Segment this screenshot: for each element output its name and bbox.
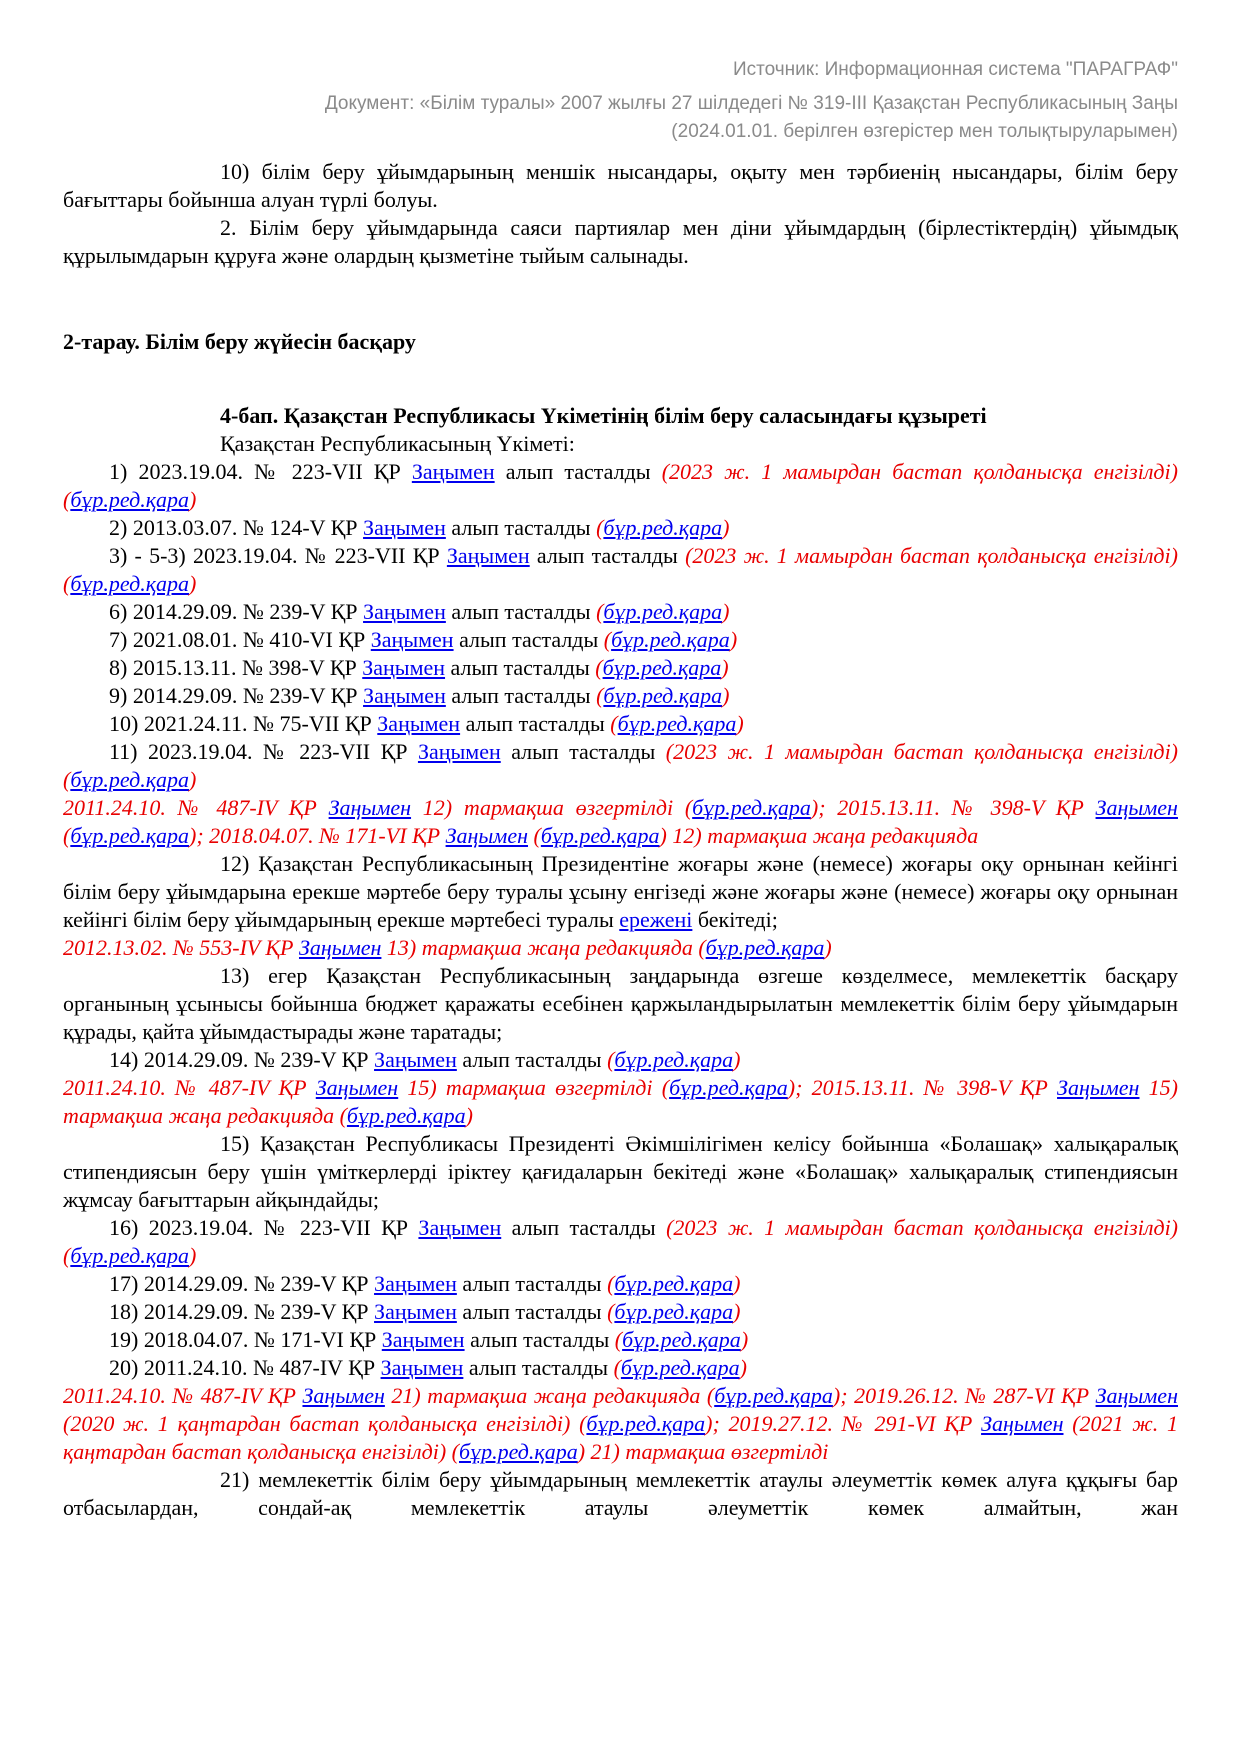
law-link[interactable]: Заңымен bbox=[370, 627, 454, 652]
amendment-note-text: ) bbox=[189, 767, 197, 792]
law-link[interactable]: Заңымен bbox=[363, 599, 446, 624]
text-run: 20) 2011.24.10. № 487-IV ҚР bbox=[109, 1355, 381, 1380]
law-link[interactable]: Заңымен bbox=[374, 1299, 457, 1324]
amendment-note-text: ) bbox=[739, 1355, 747, 1380]
doc-paragraph bbox=[63, 430, 1178, 458]
law-link[interactable]: Заңымен bbox=[417, 739, 501, 764]
law-link[interactable]: Заңымен bbox=[328, 795, 412, 820]
law-link[interactable]: Заңымен bbox=[981, 1411, 1064, 1436]
amendment-note-text: ) bbox=[722, 599, 730, 624]
text-run: 3) - 5-3) 2023.19.04. № 223-VII ҚР bbox=[109, 543, 447, 568]
law-link[interactable]: Заңымен bbox=[363, 515, 446, 540]
text-run: 2012.13.02. № 553-IV ҚР bbox=[63, 935, 299, 960]
text-run: 17) 2014.29.09. № 239-V ҚР bbox=[109, 1271, 375, 1296]
amendment-note-text: ( bbox=[596, 683, 604, 708]
text-run: алып тасталды bbox=[494, 459, 662, 484]
law-link[interactable]: Заңымен bbox=[362, 655, 446, 680]
text-run: 13) тармақша жаңа редакцияда ( bbox=[381, 935, 706, 960]
prev-edition-link[interactable]: бұр.ред.қара bbox=[603, 683, 723, 708]
doc-paragraph bbox=[63, 1270, 1178, 1298]
amendment-note-text: ) bbox=[729, 627, 738, 652]
amendment-note-text: ) bbox=[189, 571, 197, 596]
text-run: 14) 2014.29.09. № 239-V ҚР bbox=[109, 1047, 375, 1072]
amendment-note-text: ) bbox=[736, 711, 744, 736]
amendment-note-text: (2023 ж. 1 мамырдан бастап қолданысқа енгізілді) ( bbox=[63, 739, 1179, 792]
law-link[interactable]: Заңымен bbox=[315, 1075, 399, 1100]
prev-edition-link[interactable]: бұр.ред.қара bbox=[603, 515, 723, 540]
law-link[interactable]: Заңымен bbox=[381, 1327, 465, 1352]
prev-edition-link[interactable]: бұр.ред.қара bbox=[714, 1383, 833, 1408]
text-run: 15) тармақша өзгертілді ( bbox=[398, 1075, 670, 1100]
text-run: 15) тармақша жаңа редакцияда ( bbox=[63, 1075, 1178, 1128]
doc-paragraph bbox=[63, 850, 1178, 934]
law-link[interactable]: Заңымен bbox=[363, 683, 446, 708]
doc-paragraph bbox=[63, 1382, 1178, 1466]
prev-edition-link[interactable]: бұр.ред.қара bbox=[70, 487, 190, 512]
doc-paragraph bbox=[63, 214, 1178, 270]
prev-edition-link[interactable]: бұр.ред.қара bbox=[614, 1299, 734, 1324]
doc-paragraph bbox=[63, 1074, 1178, 1130]
text-run: Қазақстан Республикасының Үкіметі: bbox=[220, 431, 575, 456]
text-run: алып тасталды bbox=[460, 711, 611, 736]
doc-paragraph bbox=[63, 1326, 1178, 1354]
text-run: алып тасталды bbox=[456, 1299, 608, 1324]
law-link[interactable]: Заңымен bbox=[377, 711, 461, 736]
law-link[interactable]: Заңымен bbox=[445, 823, 529, 848]
amendment-note-text: ( bbox=[613, 1355, 621, 1380]
prev-edition-link[interactable]: бұр.ред.қара bbox=[70, 767, 190, 792]
text-run: 10) білім беру ұйымдарының меншік нысандары, оқыту мен тәрбиенің нысандары, білім беру бағыттары бойынша алуан түрлі болуы. bbox=[63, 159, 1178, 212]
prev-edition-link[interactable]: бұр.ред.қара bbox=[705, 935, 825, 960]
prev-edition-link[interactable]: бұр.ред.қара bbox=[70, 823, 190, 848]
prev-edition-link[interactable]: бұр.ред.қара bbox=[692, 795, 811, 820]
law-link[interactable]: Заңымен bbox=[446, 543, 530, 568]
text-run: ) 21) тармақша өзгертілді bbox=[577, 1439, 829, 1464]
text-run: алып тасталды bbox=[529, 543, 686, 568]
law-link[interactable]: Заңымен bbox=[1095, 1383, 1178, 1408]
doc-paragraph bbox=[63, 158, 1178, 214]
prev-edition-link[interactable]: бұр.ред.қара bbox=[617, 711, 737, 736]
prev-edition-link[interactable]: бұр.ред.қара bbox=[611, 627, 730, 652]
text-run: 1) 2023.19.04. № 223-VII ҚР bbox=[109, 459, 412, 484]
doc-paragraph bbox=[63, 1214, 1178, 1270]
law-link[interactable]: Заңымен bbox=[411, 459, 495, 484]
amendment-note-text: ( bbox=[596, 515, 604, 540]
amendment-note-text: (2023 ж. 1 мамырдан бастап қолданысқа енгізілді) ( bbox=[63, 459, 1178, 512]
doc-paragraph bbox=[63, 458, 1178, 514]
article-heading bbox=[63, 402, 1178, 430]
doc-paragraph bbox=[63, 1466, 1178, 1522]
document-title bbox=[63, 90, 1178, 146]
chapter-heading bbox=[63, 328, 1178, 356]
amendment-note-text: ( bbox=[596, 599, 604, 624]
prev-edition-link[interactable]: бұр.ред.қара bbox=[603, 599, 723, 624]
text-run: алып тасталды bbox=[464, 1327, 615, 1352]
amendment-note-text: ) bbox=[722, 683, 730, 708]
amendment-note-text: ) bbox=[740, 1327, 749, 1352]
text-run: 2011.24.10. № 487-IV ҚР bbox=[63, 795, 329, 820]
doc-paragraph bbox=[63, 738, 1178, 794]
text-run: 2011.24.10. № 487-IV ҚР bbox=[63, 1075, 316, 1100]
text-run: 9) 2014.29.09. № 239-V ҚР bbox=[109, 683, 364, 708]
text-run: (2020 ж. 1 қаңтардан бастап қолданысқа енгізілді) ( bbox=[63, 1411, 587, 1436]
law-link[interactable]: Заңымен bbox=[298, 935, 382, 960]
text-run: 12) тармақша өзгертілді ( bbox=[411, 795, 693, 820]
text-run: 2) 2013.03.07. № 124-V ҚР bbox=[109, 515, 364, 540]
prev-edition-link[interactable]: бұр.ред.қара bbox=[586, 1411, 706, 1436]
text-run: алып тасталды bbox=[501, 1215, 667, 1240]
text-run: алып тасталды bbox=[445, 599, 597, 624]
prev-edition-link[interactable]: бұр.ред.қара bbox=[622, 1327, 741, 1352]
amendment-note-text: ( bbox=[607, 1299, 615, 1324]
amendment-note-text: ( bbox=[614, 1327, 623, 1352]
regulation-link[interactable]: ережені bbox=[619, 907, 693, 932]
text-run: 11) 2023.19.04. № 223-VII ҚР bbox=[109, 739, 418, 764]
law-link[interactable]: Заңымен bbox=[374, 1047, 457, 1072]
doc-paragraph bbox=[63, 542, 1178, 598]
text-run: 6) 2014.29.09. № 239-V ҚР bbox=[109, 599, 364, 624]
prev-edition-link[interactable]: бұр.ред.қара bbox=[540, 823, 660, 848]
text-run: ); 2015.13.11. № 398-V ҚР bbox=[810, 795, 1096, 820]
doc-paragraph bbox=[63, 654, 1178, 682]
doc-paragraph bbox=[63, 794, 1178, 850]
text-run: алып тасталды bbox=[463, 1355, 614, 1380]
text-run: 7) 2021.08.01. № 410-VI ҚР bbox=[109, 627, 371, 652]
amendment-note-text: ) bbox=[733, 1271, 741, 1296]
text-run: 10) 2021.24.11. № 75-VII ҚР bbox=[109, 711, 378, 736]
doc-paragraph bbox=[63, 710, 1178, 738]
text-run: 2011.24.10. № 487-IV ҚР bbox=[63, 1383, 303, 1408]
doc-paragraph bbox=[63, 934, 1178, 962]
doc-paragraph bbox=[63, 1130, 1178, 1214]
prev-edition-link[interactable]: бұр.ред.қара bbox=[70, 1243, 190, 1268]
doc-paragraph bbox=[63, 1298, 1178, 1326]
text-run: алып тасталды bbox=[500, 739, 666, 764]
text-run: ); 2019.26.12. № 287-VI ҚР bbox=[832, 1383, 1096, 1408]
law-link[interactable]: Заңымен bbox=[1095, 795, 1178, 820]
text-run: ) bbox=[824, 935, 832, 960]
text-run: ) 12) тармақша жаңа редакцияда bbox=[659, 823, 979, 848]
text-run: алып тасталды bbox=[453, 627, 604, 652]
document-subtitle-line: (2024.01.01. берілген өзгерістер мен толықтыруларымен) bbox=[671, 121, 1178, 142]
amendment-note-text: (2023 ж. 1 мамырдан бастап қолданысқа енгізілді) ( bbox=[63, 1215, 1179, 1268]
doc-paragraph bbox=[63, 1354, 1178, 1382]
text-run: 12) Қазақстан Республикасының Президентіне жоғары және (немесе) жоғары оқу орнынан кейінгі білім беру ұйымдарына ерекше мәртебе беру туралы ұсыну енгізеді және жоғары және (немесе) жоғары оқу орнынан кейінгі білім беру ұйымдарының ерекше мәртебесі туралы bbox=[63, 851, 1178, 932]
amendment-note-text: ) bbox=[722, 515, 730, 540]
text-run: ) bbox=[465, 1103, 473, 1128]
prev-edition-link[interactable]: бұр.ред.қара bbox=[459, 1439, 578, 1464]
text-run: 21) тармақша жаңа редакцияда ( bbox=[384, 1383, 715, 1408]
law-link[interactable]: Заңымен bbox=[418, 1215, 502, 1240]
doc-paragraph bbox=[63, 962, 1178, 1046]
text-run: алып тасталды bbox=[445, 655, 596, 680]
text-run: ); 2015.13.11. № 398-V ҚР bbox=[787, 1075, 1058, 1100]
text-run: (2021 ж. 1 қаңтардан бастап қолданысқа енгізілді) ( bbox=[63, 1411, 1178, 1464]
text-run: 18) 2014.29.09. № 239-V ҚР bbox=[109, 1299, 375, 1324]
law-link[interactable]: Заңымен bbox=[374, 1271, 457, 1296]
law-link[interactable]: Заңымен bbox=[380, 1355, 464, 1380]
text-run: алып тасталды bbox=[445, 683, 597, 708]
text-run: 13) егер Қазақстан Республикасының заңдарында өзгеше көзделмесе, мемлекеттік басқару органының ұсынысы бойынша бюджет қаражаты есебінен қаржыландырылатын мемлекеттік білім беру ұйымдарын құрады, қайта ұйымдастырады және таратады; bbox=[63, 963, 1178, 1044]
source-line: Источник: Информационная система "ПАРАГРАФ" bbox=[732, 59, 1178, 80]
amendment-note-text: ) bbox=[189, 1243, 197, 1268]
doc-paragraph bbox=[63, 682, 1178, 710]
amendment-note-text: ) bbox=[733, 1299, 741, 1324]
text-run: алып тасталды bbox=[456, 1047, 608, 1072]
document-body bbox=[0, 158, 1241, 1522]
amendment-note-text: ) bbox=[733, 1047, 741, 1072]
doc-paragraph bbox=[63, 1046, 1178, 1074]
prev-edition-link[interactable]: бұр.ред.қара bbox=[614, 1047, 734, 1072]
amendment-note-text: ( bbox=[607, 1047, 615, 1072]
amendment-note-text: ( bbox=[603, 627, 612, 652]
doc-paragraph bbox=[63, 514, 1178, 542]
text-run: ( bbox=[528, 823, 541, 848]
prev-edition-link[interactable]: бұр.ред.қара bbox=[614, 1271, 734, 1296]
prev-edition-link[interactable]: бұр.ред.қара bbox=[602, 655, 722, 680]
document-header bbox=[0, 0, 1241, 146]
text-run: ( bbox=[63, 823, 71, 848]
text-run: ); 2019.27.12. № 291-VI ҚР bbox=[705, 1411, 982, 1436]
text-run: 4-бап. Қазақстан Республикасы Үкіметінің білім беру саласындағы құзыреті bbox=[220, 403, 987, 428]
prev-edition-link[interactable]: бұр.ред.қара bbox=[669, 1075, 788, 1100]
prev-edition-link[interactable]: бұр.ред.қара bbox=[70, 571, 190, 596]
text-run: 2-тарау. Білім беру жүйесін басқару bbox=[63, 329, 416, 354]
law-link[interactable]: Заңымен bbox=[302, 1383, 385, 1408]
text-run: алып тасталды bbox=[456, 1271, 608, 1296]
text-run: ); 2018.04.07. № 171-VI ҚР bbox=[189, 823, 446, 848]
text-run: бекітеді; bbox=[692, 907, 778, 932]
text-run: 15) Қазақстан Республикасы Президенті Әкімшілігімен келісу бойынша «Болашақ» халықаралық стипендиясын беру үшін үміткерлерді іріктеу қағидаларын бекітеді және «Болашақ» халықаралық стипендиясын жұмсау бағыттарын айқындайды; bbox=[63, 1131, 1178, 1212]
amendment-note-text: ) bbox=[721, 655, 729, 680]
text-run: 8) 2015.13.11. № 398-V ҚР bbox=[109, 655, 363, 680]
amendment-note-text: ( bbox=[607, 1271, 615, 1296]
text-run: 16) 2023.19.04. № 223-VII ҚР bbox=[109, 1215, 419, 1240]
amendment-note-text: ( bbox=[595, 655, 603, 680]
prev-edition-link[interactable]: бұр.ред.қара bbox=[346, 1103, 466, 1128]
amendment-note-text: ( bbox=[610, 711, 618, 736]
text-run: 21) мемлекеттік білім беру ұйымдарының мемлекеттік атаулы әлеуметтік көмек алуға құқығы бар отбасылардан, сондай-ақ мемлекеттік атаулы әлеуметтік көмек алмайтын, жан bbox=[63, 1467, 1178, 1520]
text-run: 19) 2018.04.07. № 171-VI ҚР bbox=[109, 1327, 382, 1352]
law-link[interactable]: Заңымен bbox=[1057, 1075, 1140, 1100]
amendment-note-text: ) bbox=[189, 487, 197, 512]
text-run: 2. Білім беру ұйымдарында саяси партиялар мен діни ұйымдардың (бірлестіктердің) ұйымдық құрылымдарын құруға және олардың қызметіне тыйым салынады. bbox=[63, 215, 1178, 268]
text-run: алып тасталды bbox=[445, 515, 597, 540]
prev-edition-link[interactable]: бұр.ред.қара bbox=[620, 1355, 740, 1380]
doc-paragraph bbox=[63, 598, 1178, 626]
amendment-note-text: (2023 ж. 1 мамырдан бастап қолданысқа енгізілді) ( bbox=[63, 543, 1178, 596]
doc-paragraph bbox=[63, 626, 1178, 654]
document-title-line: Документ: «Білім туралы» 2007 жылғы 27 шілдедегі № 319-III Қазақстан Республикасының Заңы bbox=[324, 93, 1178, 114]
